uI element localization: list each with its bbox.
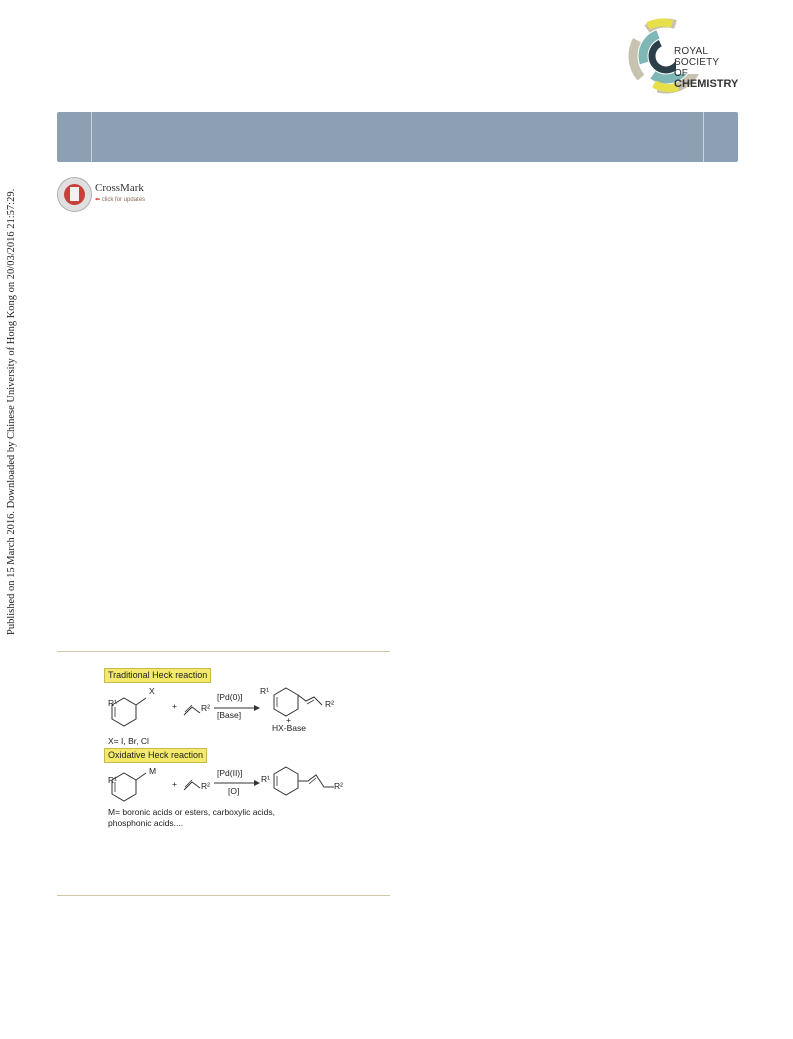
journal-banner bbox=[57, 112, 738, 162]
traditional-alkene-sub: R² bbox=[201, 703, 210, 713]
oxidative-product-r2: R² bbox=[334, 781, 343, 791]
crossmark-subtitle bbox=[95, 196, 145, 203]
traditional-catalyst: [Pd(0)] bbox=[217, 692, 243, 702]
traditional-heck-title: Traditional Heck reaction bbox=[104, 668, 211, 683]
traditional-note: X= I, Br, Cl bbox=[108, 736, 149, 746]
oxidative-alkene-sub: R² bbox=[201, 781, 210, 791]
arrow-left-icon: ⬅ bbox=[95, 197, 101, 203]
logo-line1: ROYAL SOCIETY bbox=[674, 46, 720, 68]
scheme-bottom-rule bbox=[57, 895, 390, 896]
oxidative-metal: M bbox=[149, 766, 157, 776]
rsc-logo bbox=[628, 18, 748, 94]
banner-divider bbox=[91, 112, 92, 162]
traditional-additive: [Base] bbox=[217, 710, 242, 720]
oxidative-heck-title: Oxidative Heck reaction bbox=[104, 748, 207, 763]
oxidative-note bbox=[108, 807, 275, 829]
traditional-leaving-group: X bbox=[149, 686, 155, 696]
traditional-byproduct-plus: + bbox=[286, 715, 291, 725]
traditional-product-r1: R¹ bbox=[260, 686, 269, 696]
scheme-top-rule bbox=[57, 651, 390, 652]
crossmark-subtitle-text: click for updates bbox=[101, 197, 146, 203]
oxidative-note-line2: phosphonic acids.... bbox=[108, 818, 184, 828]
oxidative-aryl-sub: R¹ bbox=[108, 775, 117, 785]
reaction-scheme bbox=[104, 663, 344, 843]
traditional-product-r2: R² bbox=[325, 699, 334, 709]
oxidative-note-line1: M= boronic acids or esters, carboxylic acids, bbox=[108, 807, 275, 817]
crossmark-icon bbox=[57, 177, 92, 212]
traditional-plus: + bbox=[172, 701, 177, 711]
logo-line2: OF bbox=[674, 68, 688, 79]
logo-line3: CHEMISTRY bbox=[674, 78, 739, 90]
oxidative-catalyst: [Pd(II)] bbox=[217, 768, 243, 778]
oxidative-plus: + bbox=[172, 779, 177, 789]
banner-divider bbox=[703, 112, 704, 162]
crossmark-title: CrossMark bbox=[95, 182, 144, 194]
oxidative-product-r1: R¹ bbox=[261, 774, 270, 784]
crossmark-button[interactable] bbox=[57, 177, 157, 213]
rsc-logo-text bbox=[674, 46, 748, 90]
download-notice: Published on 15 March 2016. Downloaded by Chinese University of Hong Kong on 20/03/2016 21:57:29. bbox=[6, 188, 17, 635]
oxidative-additive: [O] bbox=[228, 786, 240, 796]
traditional-byproduct: HX-Base bbox=[272, 723, 307, 733]
traditional-aryl-sub: R¹ bbox=[108, 698, 117, 708]
